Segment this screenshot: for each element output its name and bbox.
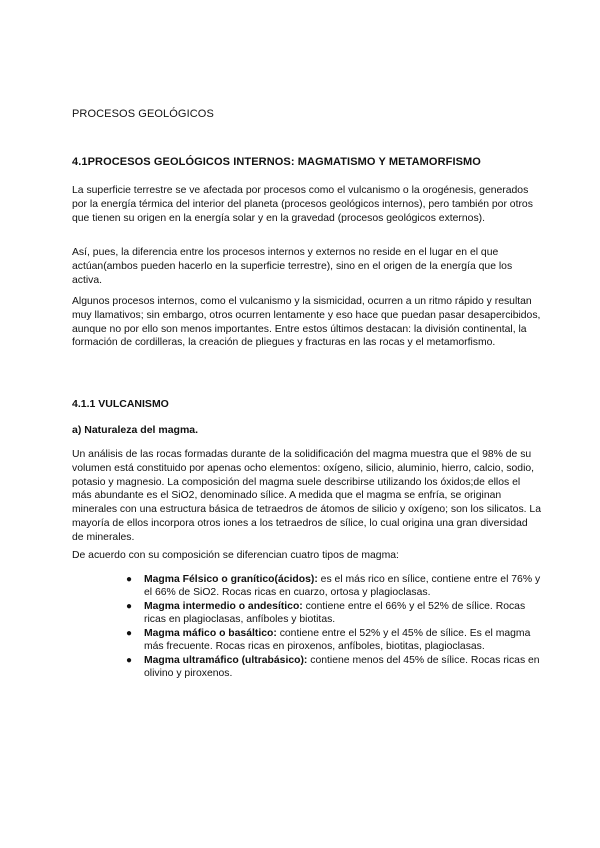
subsection-heading: 4.1.1 VULCANISMO [72, 398, 169, 410]
bullet-icon: ● [126, 574, 133, 585]
list-item [72, 627, 542, 653]
section-heading: 4.1PROCESOS GEOLÓGICOS INTERNOS: MAGMATISMO Y METAMORFISMO [72, 156, 481, 168]
list-item [72, 573, 542, 599]
magma-type-description: contiene entre el 52% y el 45% de sílice. Es el magma más frecuente. Rocas ricas en piroxenos, anfíboles, biotitas, plagioclasas. [144, 627, 531, 653]
magma-type-name: Magma ultramáfico (ultrabásico): [144, 654, 308, 666]
list-item [72, 600, 542, 626]
magma-type-description: contiene menos del 45% de sílice. Rocas ricas en olivino y piroxenos. [144, 654, 540, 679]
bullet-icon: ● [126, 627, 133, 639]
magma-type-description: contiene entre el 66% y el 52% de sílice. Rocas ricas en plagioclasas, anfíboles y biotitas. [144, 600, 526, 626]
magma-paragraph-2: De acuerdo con su composición se diferencian cuatro tipos de magma: [72, 550, 399, 561]
magma-type-description: es el más rico en sílice, contiene entre el 76% y el 66% de SiO2. Rocas ricas en cuarzo, ortosa y plagioclasas. [144, 574, 541, 599]
list-item [72, 654, 542, 680]
document-title: PROCESOS GEOLÓGICOS [72, 108, 214, 120]
intro-paragraph-3: Algunos procesos internos, como el vulcanismo y la sismicidad, ocurren a un ritmo rápido y resultan muy llamativos; sin embargo, otros ocurren lentamente y eso hace que puedan pasar desapercibidos, aunque no por ello son menos importantes. Entre estos últimos destacan: la división continental, la formación de cordilleras, la creación de pliegues y fracturas en las rocas y el metamorfismo. [72, 296, 541, 349]
magma-type-name: Magma intermedio o andesítico: [144, 600, 303, 612]
magma-types-list [72, 573, 542, 681]
intro-paragraph-1: La superficie terrestre se ve afectada por procesos como el vulcanismo o la orogénesis, generados por la energía térmica del interior del planeta (procesos geológicos internos), pero también por otros que tienen su origen en la energía solar y en la gravedad (procesos geológicos externos). [72, 185, 533, 224]
intro-paragraph-2: Así, pues, la diferencia entre los procesos internos y externos no reside en el lugar en el que actúan(ambos pueden hacerlo en la superficie terrestre), sino en el origen de la energía que los activa. [72, 247, 513, 286]
subsubsection-heading: a) Naturaleza del magma. [72, 424, 199, 436]
magma-type-name: Magma máfico o basáltico: [144, 627, 277, 639]
bullet-icon: ● [126, 600, 133, 612]
bullet-icon: ● [126, 654, 133, 666]
magma-paragraph-1: Un análisis de las rocas formadas durante de la solidificación del magma muestra que el 98% de su volumen está constituido por apenas ocho elementos: oxígeno, silicio, aluminio, hierro, calcio, sodio, potasio y magnesio. La composición del magma suele describirse utilizando los óxidos;de ellos el más abundante es el SiO2, denominado sílice. A medida que el magma se enfría, se originan minerales con una estructura básica de tetraedros de átomos de silicio y oxígeno; son los silicatos. La mayoría de ellos incorpora otros iones a los tetraedros de sílice, lo cual origina una gran diversidad de minerales. [72, 449, 541, 543]
magma-type-name: Magma Félsico o granítico(ácidos): [144, 574, 318, 585]
